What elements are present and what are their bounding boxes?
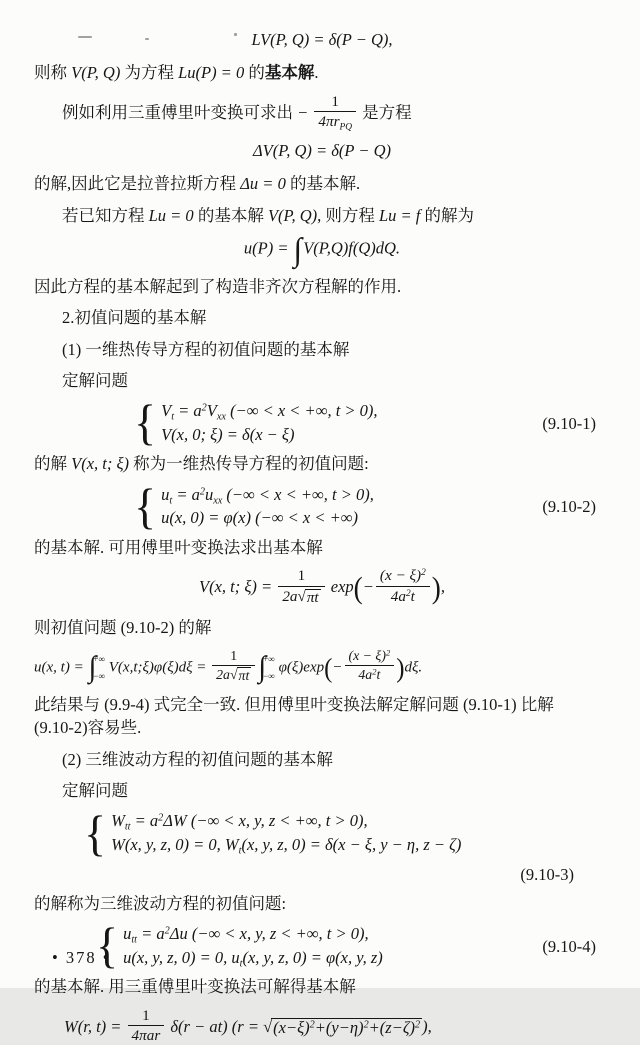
equation-heat-solution-integral: u(x, t) = ∫ +∞ −∞ V(x,t;ξ)φ(ξ)dξ = 1 2a √ πt ∫ +∞ −∞ φ(ξ)exp(− $\frac{(x - \xi)^2}{4a^2t}$ )dξ. (34, 647, 423, 684)
scan-artifact (78, 36, 92, 38)
equation-wave-initial-u: u(x, y, z, 0) = 0, $u_t(x$, y, z, 0) = φ(x, y, z) (123, 947, 383, 970)
paragraph-triple-fourier-example: 例如利用三重傅里叶变换可求出 − $\frac{1}{4\pi r_{PQ}}$ 是方程 (62, 92, 412, 133)
equation-heat-kernel: V(x, t; ξ) = 1 2a √ πt exp(− $\frac{(x - \xi)^2}{4a^2t}$ ), (199, 567, 445, 606)
equation-lv-delta: LV(P, Q) = δ(P − Q), (251, 30, 393, 49)
equation-heat-initial-V: V(x, 0; ξ) = δ(x − ξ) (161, 424, 295, 444)
scan-artifact (145, 38, 149, 40)
item-1d-heat-equation: (1) 一维热传导方程的初值问题的基本解 (62, 339, 350, 359)
equation-u-integral: u(P) = ∫ V(P,Q)f(Q)dQ. (243, 231, 401, 268)
left-brace: { (96, 918, 119, 974)
label-problem-statement-2: 定解问题 (62, 781, 128, 801)
equation-number-9-10-3: (9.10-3) (520, 864, 574, 884)
paragraph-then-solution: 则初值问题 (9.10-2) 的解 (34, 618, 212, 638)
equation-wave-fundamental-solution: W(r, t) = $\frac{1}{\text{4πar}}$ δ(r − at) (r = √ $(x-\xi)^2+(y-\eta)^2+(z-\zeta)^2$ ), (64, 1006, 432, 1045)
paragraph-known-fundamental-solution: 若已知方程 Lu = 0 的基本解 V(P, Q), 则方程 Lu = f 的解为 (62, 205, 475, 225)
equation-wave-initial-W: W(x, y, z, 0) = 0, $W_t(x$, y, z, 0) = δ(x − ξ, y − η, z − ζ) (111, 835, 462, 857)
left-brace: { (134, 478, 157, 534)
system-rows (161, 485, 374, 529)
left-brace: { (134, 395, 157, 451)
system-rows (161, 401, 377, 445)
equation-number-9-10-2: (9.10-2) (542, 497, 596, 517)
equation-heat-pde-V: $V_t = a^2V_{xx}$ (−∞ < x < +∞, t > 0), (161, 401, 378, 423)
system-rows (111, 811, 461, 855)
equation-laplace-delta: ΔV(P, Q) = δ(P − Q) (253, 140, 391, 160)
item-3d-wave-equation: (2) 三维波动方程的初值问题的基本解 (62, 749, 333, 769)
equation-heat-pde-u: $u_t = a^2u_{xx}$ (−∞ < x < +∞, t > 0), (161, 484, 374, 507)
label-problem-statement-1: 定解问题 (62, 371, 128, 391)
heading-initial-value-fundamental-solutions: 2.初值问题的基本解 (62, 308, 207, 328)
equation-wave-pde-W: $W_{tt} = a^2\Delta W$ (−∞ < x, y, z < +∞, t > 0), (111, 811, 368, 834)
equation-number-9-10-1: (9.10-1) (542, 413, 596, 433)
paragraph-laplace-fundamental-solution: 的解,因此它是拉普拉斯方程 Δu = 0 的基本解. (34, 174, 361, 194)
equation-wave-pde-u: $u_{tt} = a^2\Delta u$ (−∞ < x, y, z < +∞, t > 0), (123, 924, 369, 946)
system-rows (123, 924, 383, 968)
system-9-10-3 (84, 805, 610, 861)
left-brace: { (84, 805, 107, 861)
paragraph-wave-ivp-called: 的解称为三维波动方程的初值问题: (34, 894, 287, 914)
paragraph-triple-fourier-solve: 的基本解. 用三重傅里叶变换法可解得基本解 (34, 977, 356, 997)
equation-number-9-10-4: (9.10-4) (542, 936, 596, 956)
system-9-10-1 (134, 395, 610, 451)
paragraph-solution-called-ivp: 的解 V(x, t; ξ) 称为一维热传导方程的初值问题: (34, 454, 369, 474)
paragraph-result-comparison: 此结果与 (9.9-4) 式完全一致. 但用傅里叶变换法解定解问题 (9.10-1) 比解 (9.10-2)容易些. (34, 694, 554, 738)
paragraph-fundamental-solution-definition: 则称 V(P, Q) 为方程 Lu(P) = 0 的基本解. (34, 63, 319, 83)
scan-artifact (234, 33, 237, 36)
page-number: • 378 • (52, 948, 111, 967)
system-9-10-4 (96, 918, 610, 974)
system-9-10-2 (134, 478, 610, 534)
paragraph-fourier-method: 的基本解. 可用傅里叶变换法求出基本解 (34, 537, 323, 557)
equation-heat-initial-u: u(x, 0) = φ(x) (−∞ < x < +∞) (161, 508, 358, 528)
paragraph-nonhomogeneous-role: 因此方程的基本解起到了构造非齐次方程解的作用. (34, 276, 402, 296)
